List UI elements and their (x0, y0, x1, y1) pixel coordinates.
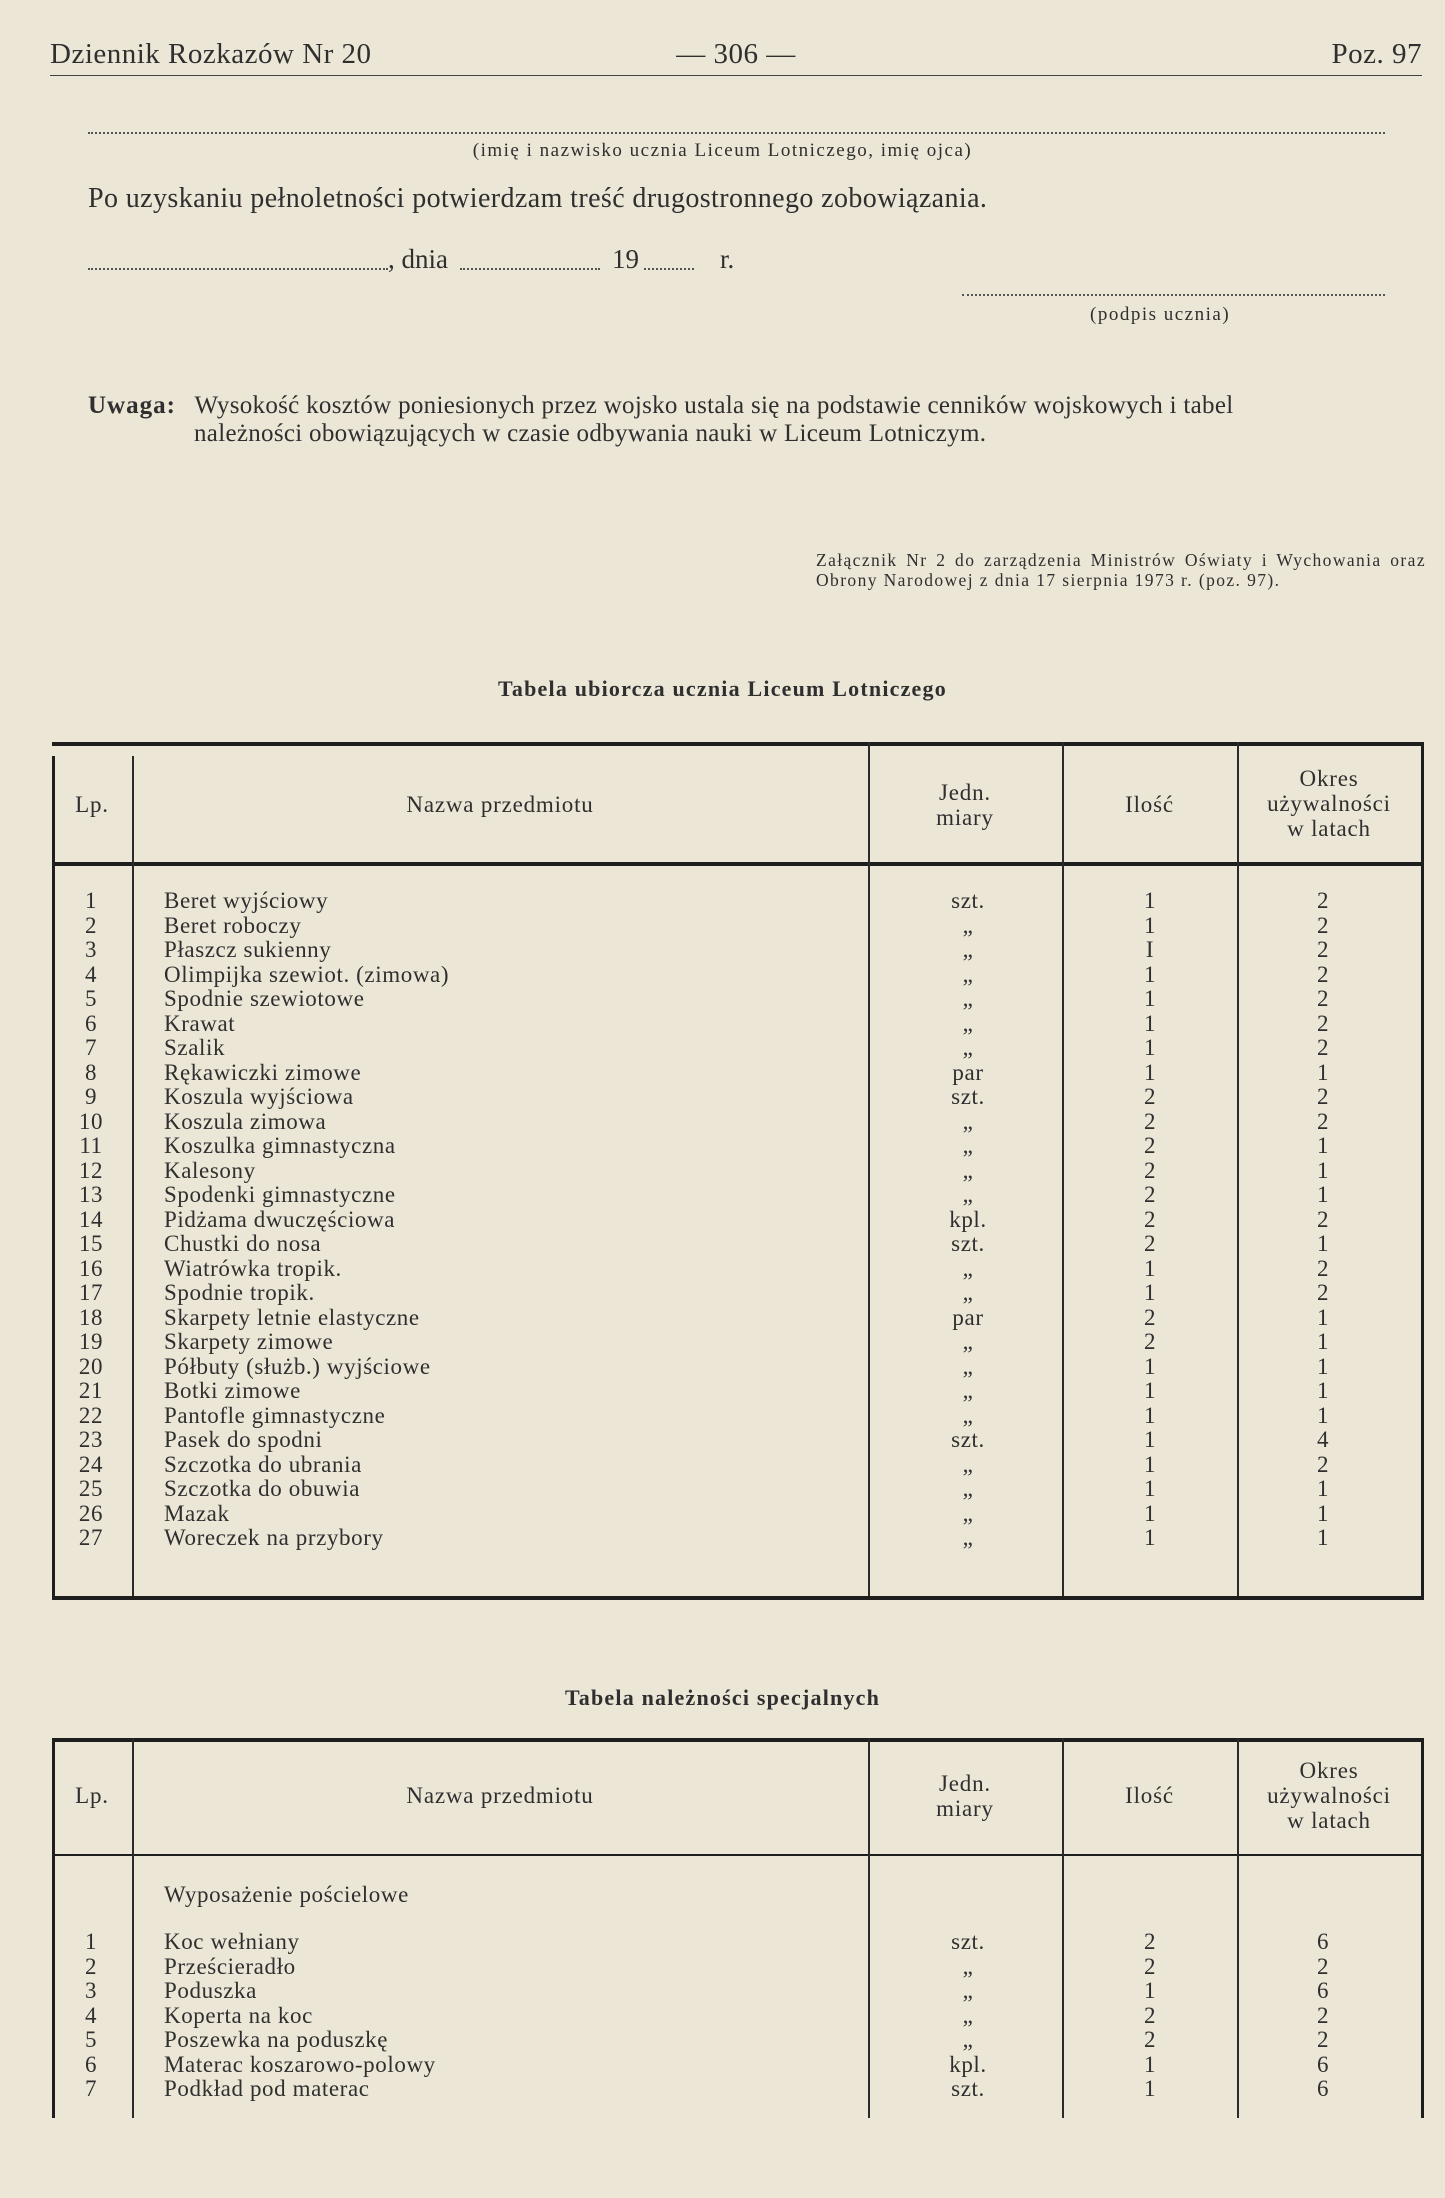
row-number: 2 (84, 912, 98, 938)
usage-period: 2 (1316, 961, 1330, 987)
usage-period: 2 (1316, 1084, 1330, 1109)
header-name: Nazwa przedmiotu (406, 792, 594, 817)
row-number: 20 (78, 1353, 104, 1379)
header-period-line-1: Okres (1299, 1758, 1359, 1783)
usage-period: 2 (1316, 1108, 1330, 1134)
unit-of-measure: „ (962, 1035, 974, 1060)
quantity: 2 (1143, 1133, 1157, 1158)
item-name: Poszewka na poduszkę (164, 2027, 389, 2052)
page-number: — 306 — (676, 38, 796, 70)
header-period-line-2: używalności (1267, 1783, 1391, 1808)
item-name: Beret roboczy (164, 912, 302, 938)
unit-of-measure: par (952, 1304, 984, 1330)
unit-of-measure: kpl. (949, 1206, 987, 1232)
table-row (52, 1930, 1424, 1954)
unit-of-measure: kpl. (949, 2051, 987, 2077)
row-number: 12 (78, 1157, 104, 1183)
item-name: Mazak (164, 1500, 230, 1526)
unit-of-measure: szt. (951, 1084, 985, 1109)
quantity: 1 (1143, 1280, 1157, 1305)
usage-period: 1 (1316, 1231, 1330, 1256)
table-row (52, 1306, 1424, 1330)
quantity: 2 (1143, 1157, 1157, 1183)
name-dotted-line (88, 132, 1385, 134)
row-number: 25 (78, 1476, 104, 1501)
table1-top-border (52, 742, 1424, 746)
table-row (52, 1061, 1424, 1085)
unit-of-measure: „ (962, 1978, 974, 2003)
table-row (52, 1208, 1424, 1232)
usage-period: 2 (1316, 1280, 1330, 1305)
row-number: 5 (84, 986, 98, 1011)
quantity: 1 (1143, 1353, 1157, 1379)
row-number: 26 (78, 1500, 104, 1526)
table-row (52, 963, 1424, 987)
header-quantity: Ilość (1125, 1783, 1174, 1808)
table2-title: Tabela należności specjalnych (564, 1685, 881, 1710)
usage-period: 1 (1316, 1182, 1330, 1207)
quantity: 2 (1143, 1329, 1157, 1354)
table-row (52, 1159, 1424, 1183)
quantity: 1 (1143, 1978, 1157, 2003)
table-row (52, 1085, 1424, 1109)
row-number: 11 (79, 1133, 103, 1158)
usage-period: 2 (1316, 2027, 1330, 2052)
row-number: 7 (84, 1035, 98, 1060)
unit-of-measure: szt. (951, 2076, 985, 2101)
unit-of-measure: „ (962, 1108, 974, 1134)
quantity: 1 (1143, 1010, 1157, 1036)
item-name: Szczotka do ubrania (164, 1451, 362, 1477)
item-name: Szalik (164, 1035, 226, 1060)
unit-of-measure: „ (962, 1010, 974, 1036)
note-line-2: należności obowiązujących w czasie odbywania nauki w Liceum Lotniczym. (194, 420, 987, 447)
row-number: 4 (84, 961, 98, 987)
usage-period: 1 (1316, 1157, 1330, 1183)
quantity: 2 (1143, 1206, 1157, 1232)
quantity: 1 (1143, 1035, 1157, 1060)
header-unit (868, 780, 1062, 830)
item-name: Szczotka do obuwia (164, 1476, 361, 1501)
table-row (52, 1232, 1424, 1256)
unit-of-measure: par (952, 1059, 984, 1085)
row-number: 10 (78, 1108, 104, 1134)
table-row (52, 914, 1424, 938)
header-unit (868, 1771, 1062, 1821)
row-number: 4 (84, 2002, 98, 2028)
row-number: 27 (78, 1525, 104, 1550)
unit-of-measure: „ (962, 1500, 974, 1526)
quantity: 2 (1143, 1929, 1157, 1954)
row-number: 8 (84, 1059, 98, 1085)
page-header (50, 38, 1422, 74)
table-row (52, 1110, 1424, 1134)
unit-of-measure: „ (962, 1182, 974, 1207)
usage-period: 6 (1316, 1929, 1330, 1954)
header-rule (50, 75, 1422, 76)
usage-period: 4 (1316, 1427, 1330, 1452)
quantity: 2 (1143, 1231, 1157, 1256)
quantity: 2 (1143, 1084, 1157, 1109)
usage-period: 2 (1316, 1035, 1330, 1060)
unit-of-measure: „ (962, 1255, 974, 1281)
usage-period: 2 (1316, 888, 1330, 913)
table-row (52, 1012, 1424, 1036)
item-name: Spodenki gimnastyczne (164, 1182, 396, 1207)
item-name: Pasek do spodni (164, 1427, 323, 1452)
group-row (52, 1883, 1424, 1907)
table-row (52, 1453, 1424, 1477)
year-suffix: r. (720, 244, 735, 274)
table1-title: Tabela ubiorcza ucznia Liceum Lotniczego (498, 676, 947, 701)
unit-of-measure: „ (962, 2027, 974, 2052)
usage-period: 2 (1316, 937, 1330, 962)
unit-of-measure: szt. (951, 1929, 985, 1954)
row-number: 6 (84, 2051, 98, 2077)
unit-of-measure: szt. (951, 1427, 985, 1452)
usage-period: 2 (1316, 986, 1330, 1011)
item-name: Wiatrówka tropik. (164, 1255, 342, 1281)
table-row (52, 1379, 1424, 1403)
usage-period: 1 (1316, 1133, 1330, 1158)
position-number: Poz. 97 (1331, 38, 1422, 70)
day-dotted-line (460, 268, 600, 270)
quantity: 2 (1143, 1108, 1157, 1134)
item-name: Prześcieradło (164, 1953, 296, 1979)
item-name: Beret wyjściowy (164, 888, 329, 913)
item-name: Chustki do nosa (164, 1231, 322, 1256)
date-separator: , dnia (388, 244, 448, 274)
unit-of-measure: „ (962, 1353, 974, 1379)
row-number: 1 (84, 888, 98, 913)
uniform-table (52, 742, 1424, 1604)
usage-period: 2 (1316, 1255, 1330, 1281)
usage-period: 1 (1316, 1329, 1330, 1354)
quantity: 1 (1143, 1451, 1157, 1477)
row-number: 13 (78, 1182, 104, 1207)
item-name: Krawat (164, 1010, 236, 1036)
quantity: 1 (1143, 1402, 1157, 1428)
quantity: 1 (1143, 1500, 1157, 1526)
item-name: Podkład pod materac (164, 2076, 370, 2101)
item-name: Woreczek na przybory (164, 1525, 384, 1550)
header-period (1237, 766, 1421, 841)
header-period (1237, 1758, 1421, 1833)
table-row (52, 1477, 1424, 1501)
item-name: Kalesony (164, 1157, 256, 1183)
table-row (52, 889, 1424, 913)
usage-period: 2 (1316, 1010, 1330, 1036)
item-name: Płaszcz sukienny (164, 937, 332, 962)
header-lp: Lp. (75, 792, 109, 817)
row-number: 6 (84, 1010, 98, 1036)
usage-period: 6 (1316, 2051, 1330, 2077)
usage-period: 2 (1316, 1206, 1330, 1232)
table-row (52, 1183, 1424, 1207)
unit-of-measure: „ (962, 1451, 974, 1477)
usage-period: 1 (1316, 1476, 1330, 1501)
unit-of-measure: „ (962, 1157, 974, 1183)
table-row (52, 2077, 1424, 2101)
row-number: 1 (84, 1929, 98, 1954)
year-prefix: 19 (612, 244, 639, 274)
quantity: 1 (1143, 1427, 1157, 1452)
table2-top-border (52, 1738, 1424, 1742)
header-period-line-3: w latach (1287, 816, 1371, 841)
unit-of-measure: „ (962, 1280, 974, 1305)
item-name: Olimpijka szewiot. (zimowa) (164, 961, 450, 987)
table-row (52, 987, 1424, 1011)
unit-of-measure: „ (962, 961, 974, 987)
unit-of-measure: „ (962, 1329, 974, 1354)
row-number: 23 (78, 1427, 104, 1452)
unit-of-measure: szt. (951, 888, 985, 913)
quantity: 1 (1143, 986, 1157, 1011)
item-name: Koszula zimowa (164, 1108, 327, 1134)
usage-period: 2 (1316, 1953, 1330, 1979)
journal-title: Dziennik Rozkazów Nr 20 (50, 38, 372, 70)
unit-of-measure: „ (962, 1953, 974, 1979)
table-row (52, 1330, 1424, 1354)
quantity: I (1145, 937, 1155, 962)
header-lp: Lp. (75, 1783, 109, 1808)
annex-reference: Załącznik Nr 2 do zarządzenia Ministrów Oświaty i Wychowania oraz Obrony Narodowej z dnia 17 sierpnia 1973 r. (poz. 97). (816, 550, 1426, 590)
signature-caption: (podpis ucznia) (1090, 304, 1231, 325)
table-row (52, 1404, 1424, 1428)
quantity: 1 (1143, 2076, 1157, 2101)
quantity: 1 (1143, 1059, 1157, 1085)
quantity: 2 (1143, 1182, 1157, 1207)
row-number: 17 (78, 1280, 104, 1305)
header-period-line-3: w latach (1287, 1808, 1371, 1833)
unit-of-measure: „ (962, 2002, 974, 2028)
quantity: 1 (1143, 1255, 1157, 1281)
quantity: 1 (1143, 912, 1157, 938)
row-number: 14 (78, 1206, 104, 1232)
item-name: Spodnie tropik. (164, 1280, 315, 1305)
item-name: Koperta na koc (164, 2002, 313, 2028)
header-unit-line-1: Jedn. (939, 1771, 991, 1796)
group-label: Wyposażenie pościelowe (164, 1882, 409, 1907)
usage-period: 1 (1316, 1500, 1330, 1526)
item-name: Botki zimowe (164, 1378, 301, 1403)
header-period-line-2: używalności (1267, 791, 1391, 816)
note-label: Uwaga: (88, 392, 176, 419)
item-name: Poduszka (164, 1978, 257, 2003)
item-name: Rękawiczki zimowe (164, 1059, 362, 1085)
table-row (52, 2053, 1424, 2077)
usage-period: 2 (1316, 2002, 1330, 2028)
place-dotted-line (88, 268, 388, 270)
usage-period: 1 (1316, 1304, 1330, 1330)
row-number: 15 (78, 1231, 104, 1256)
unit-of-measure: „ (962, 937, 974, 962)
quantity: 2 (1143, 1304, 1157, 1330)
header-name: Nazwa przedmiotu (406, 1783, 594, 1808)
usage-period: 1 (1316, 1378, 1330, 1403)
table-row (52, 1428, 1424, 1452)
item-name: Koc wełniany (164, 1929, 300, 1954)
row-number: 3 (84, 937, 98, 962)
header-unit-line-2: miary (936, 1796, 994, 1821)
note-line-1: Wysokość kosztów poniesionych przez wojsko ustala się na podstawie cenników wojskowych i tabel (194, 392, 1234, 419)
usage-period: 1 (1316, 1525, 1330, 1550)
usage-period: 6 (1316, 1978, 1330, 2003)
unit-of-measure: szt. (951, 1231, 985, 1256)
name-caption: (imię i nazwisko ucznia Liceum Lotniczego, imię ojca) (472, 140, 973, 161)
quantity: 1 (1143, 1378, 1157, 1403)
table-row (52, 1281, 1424, 1305)
usage-period: 2 (1316, 912, 1330, 938)
confirmation-text: Po uzyskaniu pełnoletności potwierdzam treść drugostronnego zobowiązania. (88, 183, 988, 214)
quantity: 1 (1143, 2051, 1157, 2077)
quantity: 1 (1143, 1476, 1157, 1501)
unit-of-measure: „ (962, 1378, 974, 1403)
table1-header-border (52, 862, 1424, 866)
item-name: Skarpety letnie elastyczne (164, 1304, 420, 1330)
quantity: 2 (1143, 1953, 1157, 1979)
row-number: 7 (84, 2076, 98, 2101)
special-items-table (52, 1738, 1424, 2118)
unit-of-measure: „ (962, 1476, 974, 1501)
table-row (52, 938, 1424, 962)
row-number: 22 (78, 1402, 104, 1428)
table-row (52, 1502, 1424, 1526)
row-number: 9 (84, 1084, 98, 1109)
usage-period: 2 (1316, 1451, 1330, 1477)
unit-of-measure: „ (962, 1133, 974, 1158)
usage-period: 6 (1316, 2076, 1330, 2101)
item-name: Koszulka gimnastyczna (164, 1133, 396, 1158)
row-number: 16 (78, 1255, 104, 1281)
header-quantity: Ilość (1125, 792, 1174, 817)
item-name: Materac koszarowo-polowy (164, 2051, 436, 2077)
row-number: 2 (84, 1953, 98, 1979)
item-name: Skarpety zimowe (164, 1329, 334, 1354)
table-row (52, 1979, 1424, 2003)
item-name: Pidżama dwuczęściowa (164, 1206, 396, 1232)
quantity: 1 (1143, 888, 1157, 913)
unit-of-measure: „ (962, 912, 974, 938)
quantity: 1 (1143, 1525, 1157, 1550)
note-paragraph (88, 392, 1408, 448)
quantity: 2 (1143, 2027, 1157, 2052)
table-row (52, 1036, 1424, 1060)
usage-period: 1 (1316, 1402, 1330, 1428)
table-row (52, 1257, 1424, 1281)
item-name: Półbuty (służb.) wyjściowe (164, 1353, 431, 1379)
quantity: 2 (1143, 2002, 1157, 2028)
item-name: Pantofle gimnastyczne (164, 1402, 386, 1428)
row-number: 18 (78, 1304, 104, 1330)
table-row (52, 2028, 1424, 2052)
table-row (52, 1355, 1424, 1379)
item-name: Spodnie szewiotowe (164, 986, 365, 1011)
table1-bottom-border (52, 1596, 1424, 1600)
row-number: 24 (78, 1451, 104, 1477)
row-number: 19 (78, 1329, 104, 1354)
header-unit-line-1: Jedn. (939, 780, 991, 805)
usage-period: 1 (1316, 1353, 1330, 1379)
header-unit-line-2: miary (936, 805, 994, 830)
table-row (52, 1134, 1424, 1158)
table-row (52, 1955, 1424, 1979)
row-number: 5 (84, 2027, 98, 2052)
unit-of-measure: „ (962, 1402, 974, 1428)
usage-period: 1 (1316, 1059, 1330, 1085)
item-name: Koszula wyjściowa (164, 1084, 354, 1109)
unit-of-measure: „ (962, 986, 974, 1011)
row-number: 21 (78, 1378, 104, 1403)
row-number: 3 (84, 1978, 98, 2003)
table2-header-border (52, 1854, 1424, 1856)
header-period-line-1: Okres (1299, 766, 1359, 791)
unit-of-measure: „ (962, 1525, 974, 1550)
table-row (52, 2004, 1424, 2028)
quantity: 1 (1143, 961, 1157, 987)
year-dotted-line (644, 268, 694, 270)
table-row (52, 1526, 1424, 1550)
signature-dotted-line (962, 294, 1385, 296)
